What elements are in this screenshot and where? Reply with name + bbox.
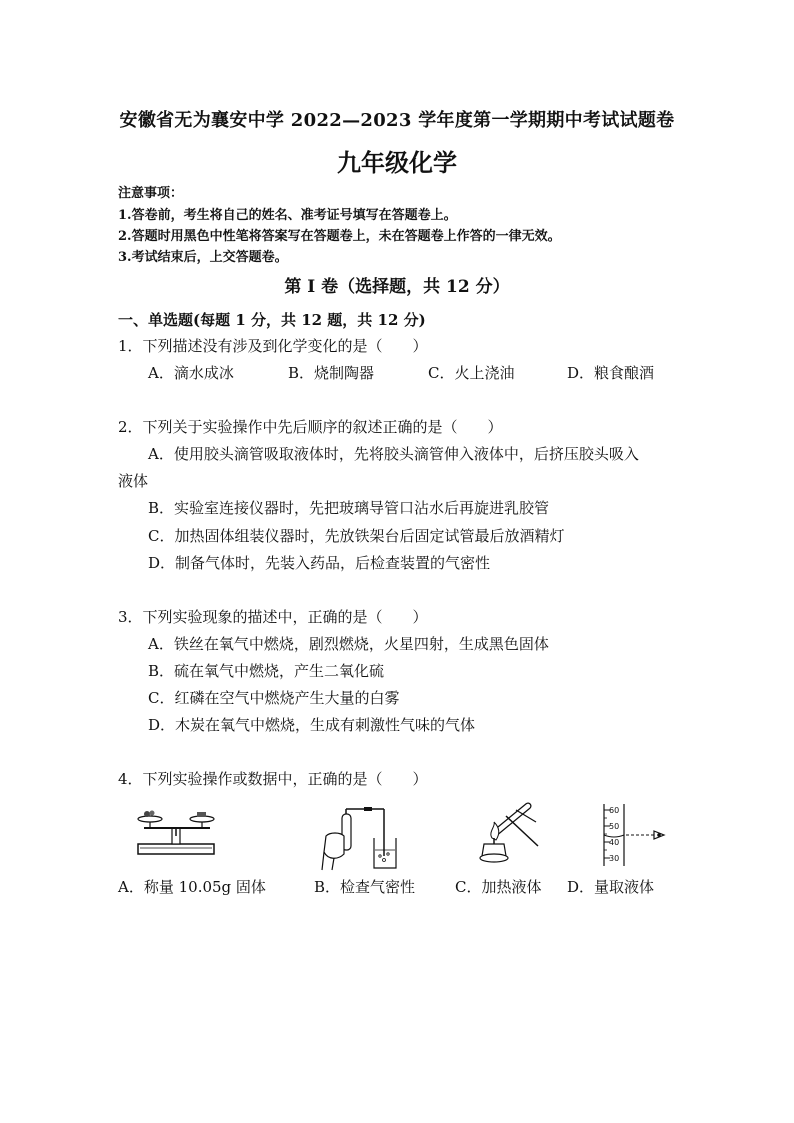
- notes-heading: 注意事项：: [118, 186, 184, 201]
- cylinder-tick-30: 30: [609, 854, 620, 863]
- q3-option-b: B．硫在氧气中燃烧，产生二氧化硫: [148, 662, 385, 680]
- note-item-2: 2.答题时用黑色中性笔将答案写在答题卷上，未在答题卷上作答的一律无效。: [118, 229, 561, 244]
- note-item-1: 1.答卷前，考生将自己的姓名、准考证号填写在答题卷上。: [118, 208, 457, 223]
- q1-option-a: A．滴水成冰: [148, 364, 234, 382]
- q3-option-c: C．红磷在空气中燃烧产生大量的白雾: [148, 689, 400, 707]
- q3-option-d: D．木炭在氧气中燃烧，生成有刺激性气味的气体: [148, 716, 476, 734]
- exam-title: 安徽省无为襄安中学 2022—2023 学年度第一学期期中考试试题卷: [119, 110, 675, 131]
- cylinder-tick-40: 40: [609, 838, 620, 847]
- q4-option-a: A．称量 10.05g 固体: [118, 878, 266, 896]
- note-item-3: 3.考试结束后，上交答题卷。: [118, 250, 288, 265]
- question-3-stem: 3．下列实验现象的描述中，正确的是（ ）: [118, 608, 428, 626]
- q2-option-a: A．使用胶头滴管吸取液体时，先将胶头滴管伸入液体中，后挤压胶头吸入: [148, 445, 639, 463]
- part-heading: 一、单选题(每题 1 分，共 12 题，共 12 分): [118, 311, 426, 329]
- balance-figure: [134, 806, 220, 856]
- question-2-stem: 2．下列关于实验操作中先后顺序的叙述正确的是（ ）: [118, 418, 503, 436]
- question-1-stem: 1．下列描述没有涉及到化学变化的是（ ）: [118, 337, 428, 355]
- q2-option-c: C．加热固体组装仪器时，先放铁架台后固定试管最后放酒精灯: [148, 527, 565, 545]
- q2-option-d: D．制备气体时，先装入药品，后检查装置的气密性: [148, 554, 491, 572]
- cylinder-tick-50: 50: [609, 822, 620, 831]
- q1-option-d: D．粮食酿酒: [567, 364, 655, 382]
- cylinder-tick-60: 60: [609, 806, 620, 815]
- heating-liquid-figure: [476, 800, 546, 866]
- question-4-stem: 4．下列实验操作或数据中，正确的是（ ）: [118, 770, 428, 788]
- q4-option-b: B．检查气密性: [314, 878, 416, 896]
- graduated-cylinder-figure: [600, 802, 670, 868]
- q3-option-a: A．铁丝在氧气中燃烧，剧烈燃烧，火星四射，生成黑色固体: [148, 635, 549, 653]
- airtightness-check-figure: [320, 806, 400, 872]
- exam-subtitle: 九年级化学: [337, 148, 457, 177]
- q4-option-c: C．加热液体: [455, 878, 542, 896]
- q2-option-b: B．实验室连接仪器时，先把玻璃导管口沾水后再旋进乳胶管: [148, 499, 550, 517]
- q2-option-a-continued: 液体: [118, 472, 149, 490]
- q1-option-b: B．烧制陶器: [288, 364, 375, 382]
- q4-option-d: D．量取液体: [567, 878, 655, 896]
- section-title: 第 I 卷（选择题，共 12 分）: [284, 277, 510, 297]
- q1-option-c: C．火上浇油: [428, 364, 515, 382]
